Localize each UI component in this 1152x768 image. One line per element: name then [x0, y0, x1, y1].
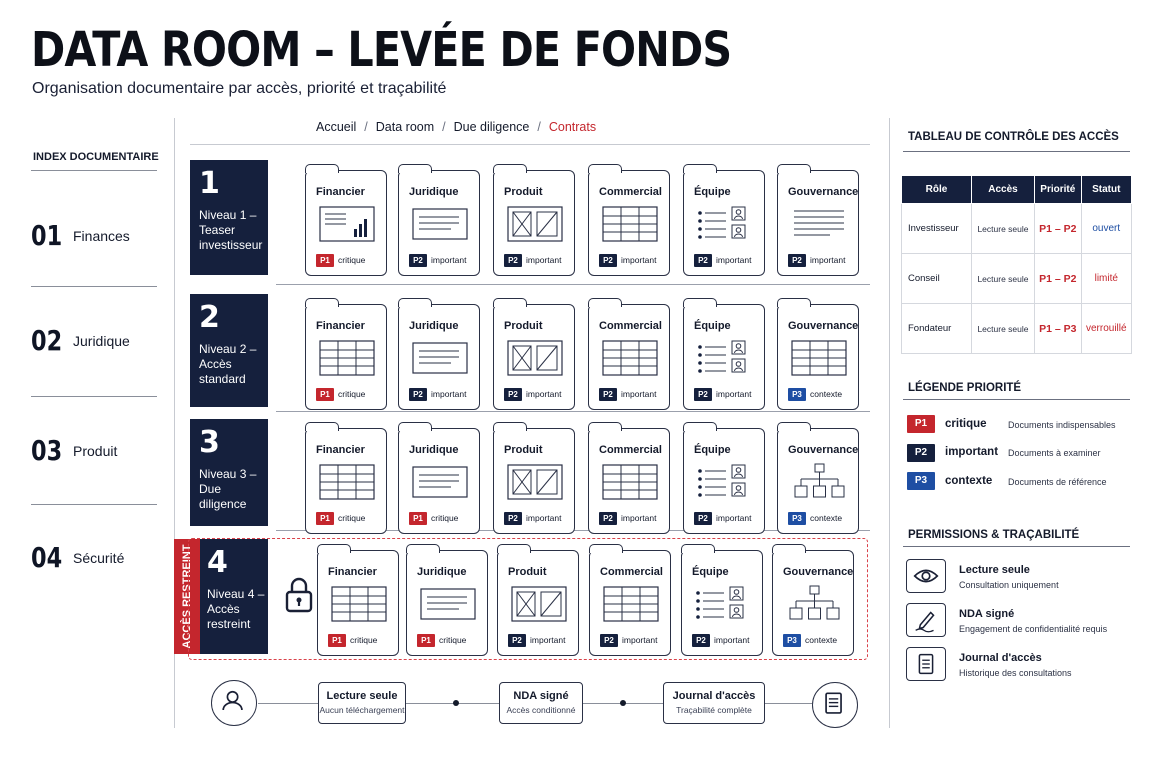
role-cell: Conseil — [902, 254, 972, 304]
priority-badge: P1 — [417, 634, 435, 647]
folder-quipe-level-3[interactable] — [683, 428, 765, 534]
folder-name: Commercial — [600, 566, 663, 578]
table-icon — [601, 339, 659, 377]
folder-commercial-level-1[interactable] — [588, 170, 670, 276]
status-cell: limité — [1081, 254, 1131, 304]
priority-label: important — [810, 255, 846, 265]
priority-cell: P1 – P2 — [1035, 204, 1082, 254]
priority-badge: P2 — [409, 388, 427, 401]
level-number: 1 — [199, 166, 220, 201]
folder-name: Produit — [504, 186, 543, 198]
permission-title: NDA signé — [959, 608, 1015, 620]
folder-tab — [305, 298, 339, 307]
breadcrumb-separator: / — [442, 120, 446, 134]
folder-name: Produit — [504, 444, 543, 456]
priority-badge: P3 — [788, 512, 806, 525]
folder-tab — [398, 164, 432, 173]
priority-badge-p2: P2 — [907, 444, 935, 462]
level-number: 4 — [207, 545, 228, 580]
status-cell: verrouillé — [1081, 304, 1131, 354]
folder-name: Juridique — [409, 320, 459, 332]
wireframe-icon — [506, 463, 564, 501]
folder-name: Commercial — [599, 186, 662, 198]
flow-step-lecture-seule — [318, 682, 406, 724]
index-divider — [31, 170, 157, 171]
breadcrumb-separator: / — [537, 120, 541, 134]
priority-badge: P2 — [694, 254, 712, 267]
priority-cell: P1 – P2 — [1035, 254, 1082, 304]
folder-tab — [777, 298, 811, 307]
index-item-finances[interactable]: Finances — [73, 228, 130, 244]
priority-badge: P1 — [316, 254, 334, 267]
breadcrumb — [316, 120, 596, 134]
folder-commercial-level-4[interactable] — [589, 550, 671, 656]
column-header: Priorité — [1035, 176, 1082, 204]
level-card-1[interactable] — [190, 160, 268, 275]
folder-commercial-level-2[interactable] — [588, 304, 670, 410]
table-icon — [318, 463, 376, 501]
column-header: Rôle — [902, 176, 972, 204]
level-card-3[interactable] — [190, 419, 268, 526]
priority-badge: P2 — [599, 512, 617, 525]
folder-quipe-level-4[interactable] — [681, 550, 763, 656]
folder-name: Commercial — [599, 320, 662, 332]
folder-tab — [683, 422, 717, 431]
folder-name: Équipe — [694, 444, 731, 456]
table-row[interactable] — [902, 254, 1132, 304]
org-chart-icon — [790, 463, 848, 501]
priority-label: important — [716, 389, 752, 399]
folder-tab — [588, 422, 622, 431]
priority-label: contexte — [810, 513, 843, 523]
folder-produit-level-4[interactable] — [497, 550, 579, 656]
folder-tab — [398, 298, 432, 307]
pen-signature-icon — [906, 603, 946, 637]
access-cell: Lecture seule — [971, 304, 1034, 354]
table-icon — [602, 585, 660, 623]
level-name: Niveau 3 – Due diligence — [199, 467, 257, 511]
priority-label: critique — [338, 255, 366, 265]
folder-tab — [588, 298, 622, 307]
index-item-juridique[interactable]: Juridique — [73, 333, 130, 349]
log-document-icon — [906, 647, 946, 681]
folder-commercial-level-3[interactable] — [588, 428, 670, 534]
flow-step-subtitle: Traçabilité complète — [676, 705, 752, 715]
folder-gouvernance-level-3[interactable] — [777, 428, 859, 534]
team-list-icon — [696, 205, 754, 243]
breadcrumb-separator: / — [364, 120, 368, 134]
priority-badge: P2 — [692, 634, 710, 647]
folder-gouvernance-level-2[interactable] — [777, 304, 859, 410]
permission-subtitle: Historique des consultations — [959, 668, 1072, 678]
priority-badge: P1 — [409, 512, 427, 525]
table-icon — [601, 463, 659, 501]
table-icon — [330, 585, 388, 623]
folder-financier-level-4[interactable] — [317, 550, 399, 656]
folder-name: Financier — [316, 186, 365, 198]
breadcrumb-contrats[interactable]: Contrats — [548, 120, 597, 134]
priority-label: important — [622, 635, 658, 645]
priority-label: important — [716, 513, 752, 523]
folder-tab — [493, 422, 527, 431]
flow-step-title: NDA signé — [513, 690, 569, 702]
column-header: Statut — [1081, 176, 1131, 204]
priority-badge: P2 — [504, 388, 522, 401]
index-item-number: 02 — [31, 324, 63, 357]
priority-label: important — [526, 513, 562, 523]
page-title: DATA ROOM – LEVÉE DE FONDS — [31, 22, 732, 78]
flow-step-subtitle: Aucun téléchargement — [319, 705, 405, 715]
folder-juridique-level-2[interactable] — [398, 304, 480, 410]
folder-quipe-level-2[interactable] — [683, 304, 765, 410]
folder-juridique-level-4[interactable] — [406, 550, 488, 656]
priority-label: important — [714, 635, 750, 645]
folder-tab — [588, 164, 622, 173]
folder-name: Gouvernance — [783, 566, 854, 578]
index-divider — [31, 504, 157, 505]
folder-name: Équipe — [694, 320, 731, 332]
folder-tab — [681, 544, 715, 553]
eye-icon — [906, 559, 946, 593]
priority-badge: P2 — [694, 388, 712, 401]
folder-name: Produit — [504, 320, 543, 332]
legend-name: critique — [945, 418, 987, 430]
priority-label: important — [621, 513, 657, 523]
priority-label: important — [621, 389, 657, 399]
folder-name: Gouvernance — [788, 444, 859, 456]
folder-tab — [493, 164, 527, 173]
folder-gouvernance-level-4[interactable] — [772, 550, 854, 656]
priority-badge: P1 — [328, 634, 346, 647]
legend-description: Documents à examiner — [1008, 448, 1101, 458]
folder-tab — [305, 422, 339, 431]
right-column-divider — [889, 118, 890, 728]
document-lines-icon — [411, 463, 469, 501]
index-item-securite[interactable]: Sécurité — [73, 550, 125, 566]
index-divider — [31, 286, 157, 287]
column-header: Accès — [971, 176, 1034, 204]
priority-badge: P2 — [788, 254, 806, 267]
folder-name: Juridique — [409, 444, 459, 456]
legend-description: Documents indispensables — [1008, 420, 1116, 430]
permission-title: Lecture seule — [959, 564, 1030, 576]
level-name: Niveau 4 – Accès restreint — [207, 587, 265, 631]
table-row[interactable] — [902, 204, 1132, 254]
folder-name: Gouvernance — [788, 186, 859, 198]
legend-description: Documents de référence — [1008, 477, 1107, 487]
priority-badge-p1: P1 — [907, 415, 935, 433]
table-icon — [601, 205, 659, 243]
permissions-title: PERMISSIONS & TRAÇABILITÉ — [908, 529, 1080, 541]
priority-label: critique — [439, 635, 467, 645]
priority-badge: P1 — [316, 388, 334, 401]
breadcrumb-due-diligence[interactable]: Due diligence — [453, 120, 530, 134]
priority-badge: P3 — [783, 634, 801, 647]
folder-tab — [305, 164, 339, 173]
priority-badge: P2 — [409, 254, 427, 267]
team-list-icon — [696, 463, 754, 501]
flow-step-title: Journal d'accès — [672, 690, 756, 702]
flow-dot — [453, 700, 459, 706]
access-cell: Lecture seule — [971, 204, 1034, 254]
table-header-row — [902, 176, 1132, 204]
priority-badge: P2 — [504, 512, 522, 525]
index-divider — [31, 396, 157, 397]
priority-label: important — [621, 255, 657, 265]
breadcrumb-divider — [190, 144, 870, 145]
level-card-2[interactable] — [190, 294, 268, 407]
level-name: Niveau 2 – Accès standard — [199, 342, 257, 386]
index-item-number: 01 — [31, 219, 63, 252]
index-title: INDEX DOCUMENTAIRE — [33, 151, 159, 163]
folder-tab — [683, 298, 717, 307]
folder-name: Juridique — [409, 186, 459, 198]
section-divider — [903, 151, 1130, 152]
folder-name: Financier — [328, 566, 377, 578]
table-row[interactable] — [902, 304, 1132, 354]
priority-badge: P2 — [600, 634, 618, 647]
folder-tab — [589, 544, 623, 553]
table-icon — [790, 339, 848, 377]
folder-name: Produit — [508, 566, 547, 578]
folder-name: Financier — [316, 444, 365, 456]
legend-title: LÉGENDE PRIORITÉ — [908, 382, 1022, 394]
row-divider — [276, 284, 870, 285]
flow-step-subtitle: Accès conditionné — [506, 705, 576, 715]
role-cell: Fondateur — [902, 304, 972, 354]
breadcrumb-accueil[interactable]: Accueil — [316, 120, 357, 134]
document-lines-icon — [419, 585, 477, 623]
flow-dot — [620, 700, 626, 706]
folder-name: Commercial — [599, 444, 662, 456]
folder-name: Juridique — [417, 566, 467, 578]
team-list-icon — [694, 585, 752, 623]
priority-label: important — [526, 389, 562, 399]
folder-tab — [683, 164, 717, 173]
row-divider — [276, 411, 870, 412]
legend-name: important — [945, 446, 999, 458]
folder-tab — [398, 422, 432, 431]
status-cell: ouvert — [1081, 204, 1131, 254]
priority-badge: P2 — [599, 388, 617, 401]
flow-step-nda-signe — [499, 682, 583, 724]
folder-tab — [772, 544, 806, 553]
wireframe-icon — [506, 205, 564, 243]
user-icon — [211, 680, 257, 726]
text-lines-icon — [790, 205, 848, 243]
folder-financier-level-1[interactable] — [305, 170, 387, 276]
org-chart-icon — [785, 585, 843, 623]
folder-juridique-level-3[interactable] — [398, 428, 480, 534]
page-subtitle: Organisation documentaire par accès, priorité et traçabilité — [32, 80, 447, 97]
priority-badge: P2 — [504, 254, 522, 267]
flow-step-journal-acces — [663, 682, 765, 724]
folder-tab — [317, 544, 351, 553]
folder-name: Équipe — [694, 186, 731, 198]
bar-chart-icon — [318, 205, 376, 243]
flow-step-title: Lecture seule — [326, 690, 398, 702]
level-name: Niveau 1 – Teaser investisseur — [199, 208, 263, 252]
folder-produit-level-2[interactable] — [493, 304, 575, 410]
document-lines-icon — [411, 205, 469, 243]
role-cell: Investisseur — [902, 204, 972, 254]
wireframe-icon — [510, 585, 568, 623]
priority-label: contexte — [805, 635, 838, 645]
priority-label: important — [526, 255, 562, 265]
priority-badge-p3: P3 — [907, 472, 935, 490]
document-icon — [812, 682, 858, 728]
wireframe-icon — [506, 339, 564, 377]
priority-label: critique — [431, 513, 459, 523]
access-table-title: TABLEAU DE CONTRÔLE DES ACCÈS — [908, 131, 1119, 143]
folder-tab — [497, 544, 531, 553]
folder-tab — [777, 422, 811, 431]
permission-subtitle: Consultation uniquement — [959, 580, 1059, 590]
folder-tab — [493, 298, 527, 307]
index-item-number: 03 — [31, 434, 63, 467]
folder-juridique-level-1[interactable] — [398, 170, 480, 276]
priority-label: important — [431, 255, 467, 265]
folder-name: Financier — [316, 320, 365, 332]
section-divider — [903, 546, 1130, 547]
folder-name: Gouvernance — [788, 320, 859, 332]
team-list-icon — [696, 339, 754, 377]
priority-badge: P2 — [599, 254, 617, 267]
priority-label: critique — [338, 513, 366, 523]
lock-icon — [284, 576, 314, 614]
access-cell: Lecture seule — [971, 254, 1034, 304]
priority-label: critique — [350, 635, 378, 645]
folder-tab — [406, 544, 440, 553]
index-item-produit[interactable]: Produit — [73, 443, 118, 459]
document-lines-icon — [411, 339, 469, 377]
folder-quipe-level-1[interactable] — [683, 170, 765, 276]
folder-financier-level-2[interactable] — [305, 304, 387, 410]
section-divider — [903, 399, 1130, 400]
index-item-number: 04 — [31, 541, 63, 574]
level-number: 2 — [199, 300, 220, 335]
folder-produit-level-1[interactable] — [493, 170, 575, 276]
level-number: 3 — [199, 425, 220, 460]
priority-label: important — [431, 389, 467, 399]
priority-label: contexte — [810, 389, 843, 399]
permission-title: Journal d'accès — [959, 652, 1042, 664]
folder-name: Équipe — [692, 566, 729, 578]
priority-badge: P1 — [316, 512, 334, 525]
legend-name: contexte — [945, 475, 993, 487]
breadcrumb-data-room[interactable]: Data room — [375, 120, 435, 134]
priority-cell: P1 – P3 — [1035, 304, 1082, 354]
table-icon — [318, 339, 376, 377]
priority-label: important — [530, 635, 566, 645]
priority-badge: P3 — [788, 388, 806, 401]
priority-badge: P2 — [508, 634, 526, 647]
permission-subtitle: Engagement de confidentialité requis — [959, 624, 1108, 634]
access-control-table — [901, 175, 1132, 354]
restricted-access-label: ACCÈS RESTREINT — [181, 544, 193, 649]
priority-label: critique — [338, 389, 366, 399]
folder-gouvernance-level-1[interactable] — [777, 170, 859, 276]
priority-label: important — [716, 255, 752, 265]
folder-produit-level-3[interactable] — [493, 428, 575, 534]
priority-badge: P2 — [694, 512, 712, 525]
folder-tab — [777, 164, 811, 173]
folder-financier-level-3[interactable] — [305, 428, 387, 534]
